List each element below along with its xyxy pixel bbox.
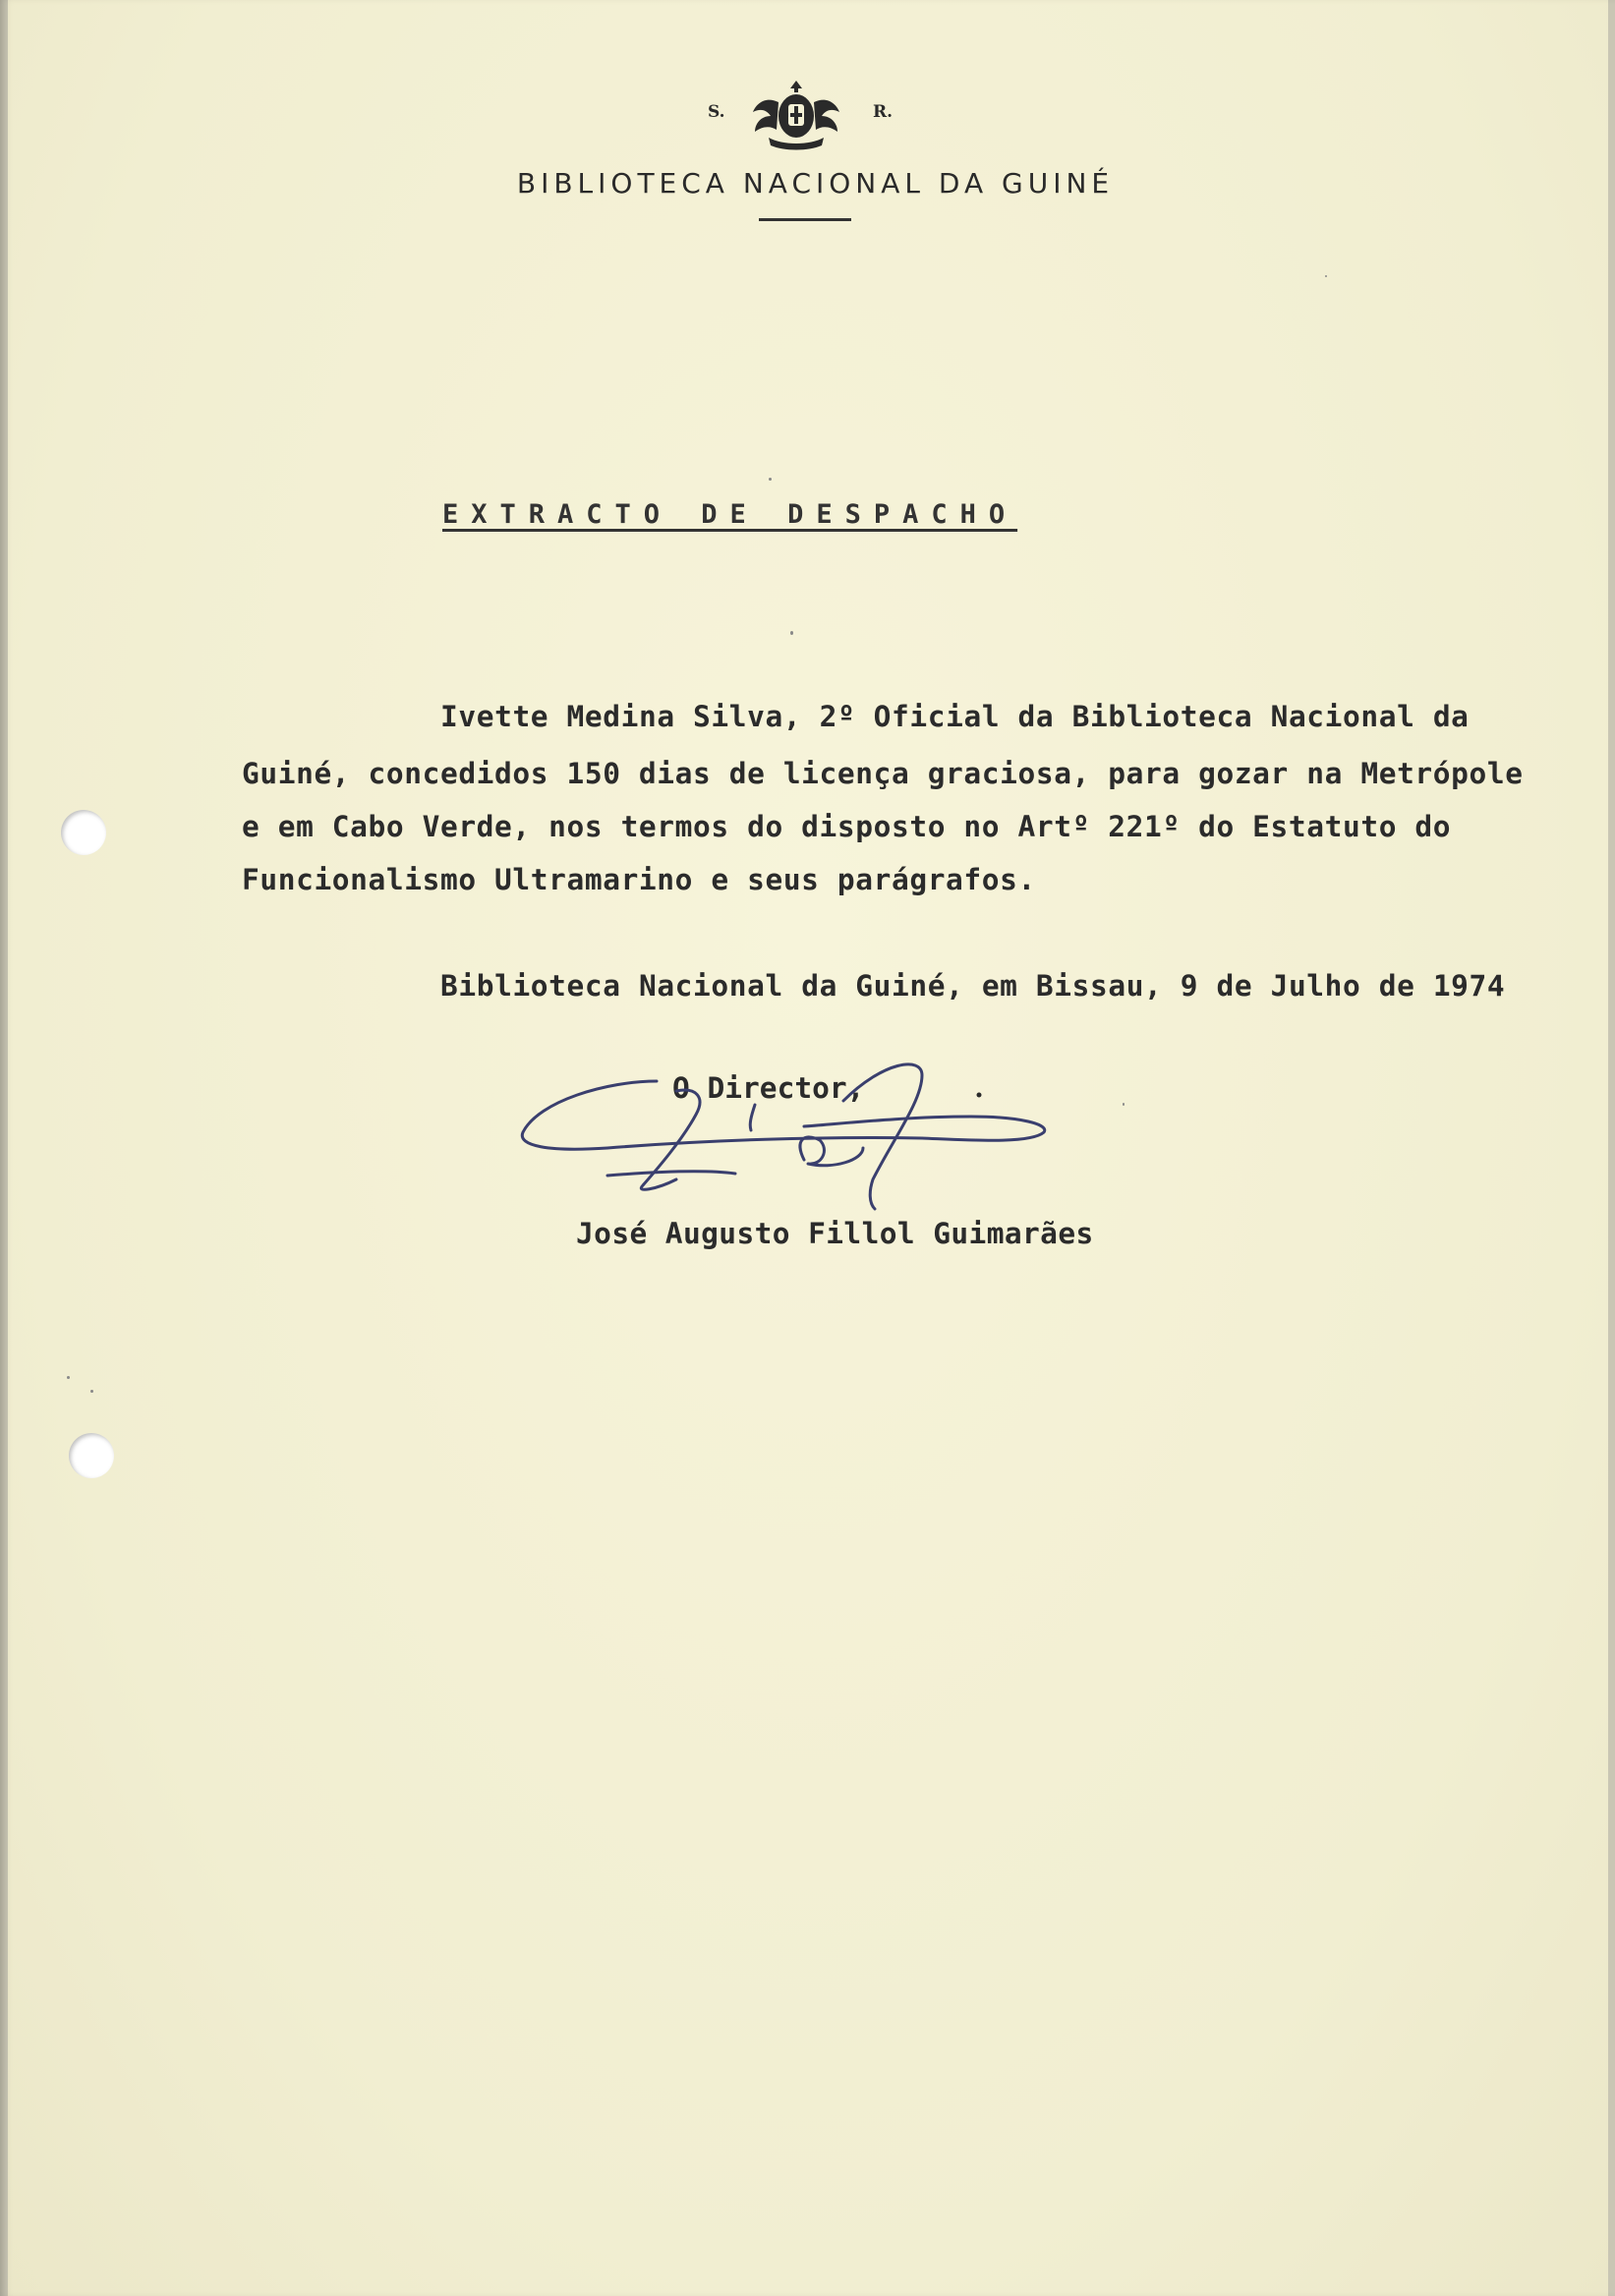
signatory-name: José Augusto Fillol Guimarães: [576, 1217, 1094, 1250]
punch-hole-top: [61, 810, 106, 855]
signatory-role: O Director,: [672, 1071, 865, 1105]
paper-speck: [1325, 275, 1327, 277]
paper-speck: [67, 1376, 70, 1379]
letterhead-divider: [759, 218, 851, 221]
document-page: [8, 0, 1608, 2296]
body-line-1: Ivette Medina Silva, 2º Oficial da Biblioteca Nacional da: [440, 700, 1470, 733]
handwritten-signature: [509, 1042, 1060, 1219]
place-date: Biblioteca Nacional da Guiné, em Bissau, 9 de Julho de 1974: [440, 969, 1506, 1003]
paper-speck: [769, 478, 772, 481]
body-line-3: e em Cabo Verde, nos termos do disposto no Artº 221º do Estatuto do: [242, 810, 1452, 843]
document-title: EXTRACTO DE DESPACHO: [442, 499, 1018, 530]
paper-speck: [1123, 1103, 1125, 1106]
punch-hole-bottom: [69, 1433, 114, 1478]
coat-of-arms-icon: [749, 77, 843, 153]
institution-name: BIBLIOTECA NACIONAL DA GUINÉ: [516, 167, 1115, 200]
body-line-4: Funcionalismo Ultramarino e seus parágrafos.: [242, 863, 1036, 896]
seal-left-letter: S.: [708, 102, 725, 122]
seal-right-letter: R.: [873, 102, 894, 122]
body-line-2: Guiné, concedidos 150 dias de licença graciosa, para gozar na Metrópole: [242, 757, 1524, 790]
paper-speck: [90, 1390, 93, 1393]
letterhead-seal-row: [8, 77, 1608, 155]
paper-speck: [790, 631, 793, 635]
